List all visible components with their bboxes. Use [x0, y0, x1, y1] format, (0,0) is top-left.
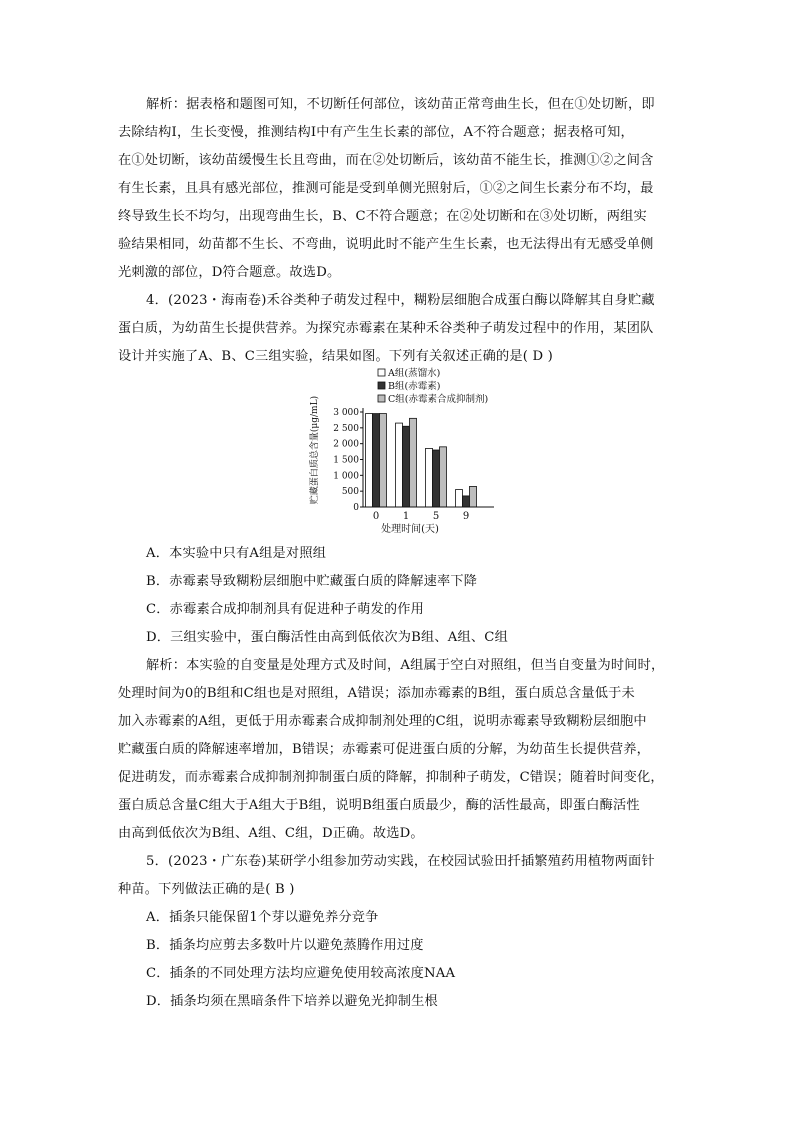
y-tick-label: 3 000	[333, 408, 359, 418]
bar	[403, 426, 410, 507]
option-c: C．插条的不同处理方法均应避免使用较高浓度NAA	[146, 966, 456, 981]
analysis-q4-line: 贮藏蛋白质的降解速率增加，B错误；赤霉素可促进蛋白质的分解，为幼苗生长提供营养，	[118, 742, 650, 757]
legend-swatch	[378, 382, 385, 389]
y-tick-label: 1 000	[333, 471, 359, 482]
analysis-q4-line: 促进萌发，而赤霉素合成抑制剂抑制蛋白质的降解，抑制种子萌发，C错误；随着时间变化，	[118, 770, 664, 785]
bar	[433, 450, 440, 507]
bar	[366, 414, 373, 507]
legend-label: C组(赤霉素合成抑制剂)	[388, 394, 489, 405]
legend-label: A组(蒸馏水)	[388, 368, 441, 379]
analysis-q3-line: 有生长素，且具有感光部位，推测可能是受到单侧光照射后，①②之间生长素分布不均，最	[118, 181, 654, 196]
bar	[456, 490, 463, 507]
x-tick-label: 0	[372, 511, 380, 522]
bar	[380, 414, 387, 507]
analysis-q3-line: 在①处切断，该幼苗缓慢生长且弯曲，而在②处切断后，该幼苗不能生长，推测①②之间含	[118, 153, 654, 168]
question-4-stem-line: 蛋白质，为幼苗生长提供营养。为探究赤霉素在某种禾谷类种子萌发过程中的作用，某团队	[118, 321, 654, 336]
y-tick-label: 0	[353, 503, 359, 513]
y-tick-label: 1 500	[333, 455, 359, 466]
option-d: D．插条均须在黑暗条件下培养以避免光抑制生根	[146, 994, 438, 1009]
chart-y-label: 贮藏蛋白质总含量(μg/mL)	[310, 395, 320, 505]
analysis-q3-line: 解析：据表格和题图可知，不切断任何部位，该幼苗正常弯曲生长，但在①处切断，即	[146, 97, 655, 112]
analysis-q4-line: 蛋白质总含量C组大于A组大于B组，说明B组蛋白质最少，酶的活性最高，即蛋白酶活性	[118, 798, 640, 813]
question-5-stem-line: 种苗。下列做法正确的是( B )	[118, 882, 295, 897]
option-d: D．三组实验中，蛋白酶活性由高到低依次为B组、A组、C组	[146, 630, 508, 645]
y-tick-label: 2 500	[333, 423, 359, 434]
bar	[373, 414, 380, 507]
analysis-q3-line: 光刺激的部位，D符合题意。故选D。	[118, 265, 341, 280]
analysis-q4-line: 解析：本实验的自变量是处理方式及时间，A组属于空白对照组，但当自变量为时间时，	[146, 658, 665, 673]
y-tick-label: 2 000	[333, 439, 359, 450]
chart-legend	[378, 367, 488, 405]
analysis-q3-line: 去除结构Ⅰ，生长变慢，推测结构Ⅰ中有产生生长素的部位，A不符合题意；据表格可知，	[118, 125, 634, 140]
chart-x-label: 处理时间(天)	[381, 524, 439, 535]
x-tick-label: 5	[432, 511, 440, 522]
analysis-q3-line: 终导致生长不均匀，出现弯曲生长，B、C不符合题意；在②处切断和在③处切断，两组实	[118, 209, 647, 224]
analysis-q4-line: 由高到低依次为B组、A组、C组，D正确。故选D。	[118, 826, 424, 841]
chart-bars	[366, 414, 477, 507]
legend-label: B组(赤霉素)	[388, 381, 441, 392]
legend-swatch	[378, 369, 385, 376]
option-a: A．插条只能保留1个芽以避免养分竞争	[146, 910, 379, 925]
bar	[396, 423, 403, 507]
bar	[410, 418, 417, 507]
bar	[440, 447, 447, 507]
bar	[463, 496, 470, 507]
bar	[470, 486, 477, 507]
x-tick-label: 9	[462, 511, 470, 522]
question-5-stem-line: 5．(2023・广东卷)某研学小组参加劳动实践，在校园试验田扦插繁殖药用植物两面针	[146, 854, 655, 869]
y-tick-label: 500	[341, 487, 359, 498]
question-4-stem-line: 设计并实施了A、B、C三组实验，结果如图。下列有关叙述正确的是( D )	[118, 349, 553, 364]
question-4-stem-line: 4．(2023・海南卷)禾谷类种子萌发过程中，糊粉层细胞合成蛋白酶以降解其自身贮藏	[146, 293, 655, 308]
legend-swatch	[378, 395, 385, 402]
chart-x-axis	[363, 507, 494, 522]
option-a: A．本实验中只有A组是对照组	[146, 546, 327, 561]
option-b: B．插条均应剪去多数叶片以避免蒸腾作用过度	[146, 938, 424, 953]
bar-chart	[300, 365, 500, 535]
option-b: B．赤霉素导致糊粉层细胞中贮藏蛋白质的降解速率下降	[146, 574, 478, 589]
option-c: C．赤霉素合成抑制剂具有促进种子萌发的作用	[146, 602, 425, 617]
analysis-q4-line: 处理时间为0的B组和C组也是对照组，A错误；添加赤霉素的B组，蛋白质总含量低于未	[118, 686, 635, 701]
analysis-q3-line: 验结果相同，幼苗都不生长、不弯曲，说明此时不能产生生长素，也无法得出有无感受单侧	[118, 237, 654, 252]
analysis-q4-line: 加入赤霉素的A组，更低于用赤霉素合成抑制剂处理的C组，说明赤霉素导致糊粉层细胞中	[118, 714, 647, 729]
chart-y-axis	[333, 408, 363, 513]
x-tick-label: 1	[402, 511, 410, 522]
bar	[426, 448, 433, 507]
